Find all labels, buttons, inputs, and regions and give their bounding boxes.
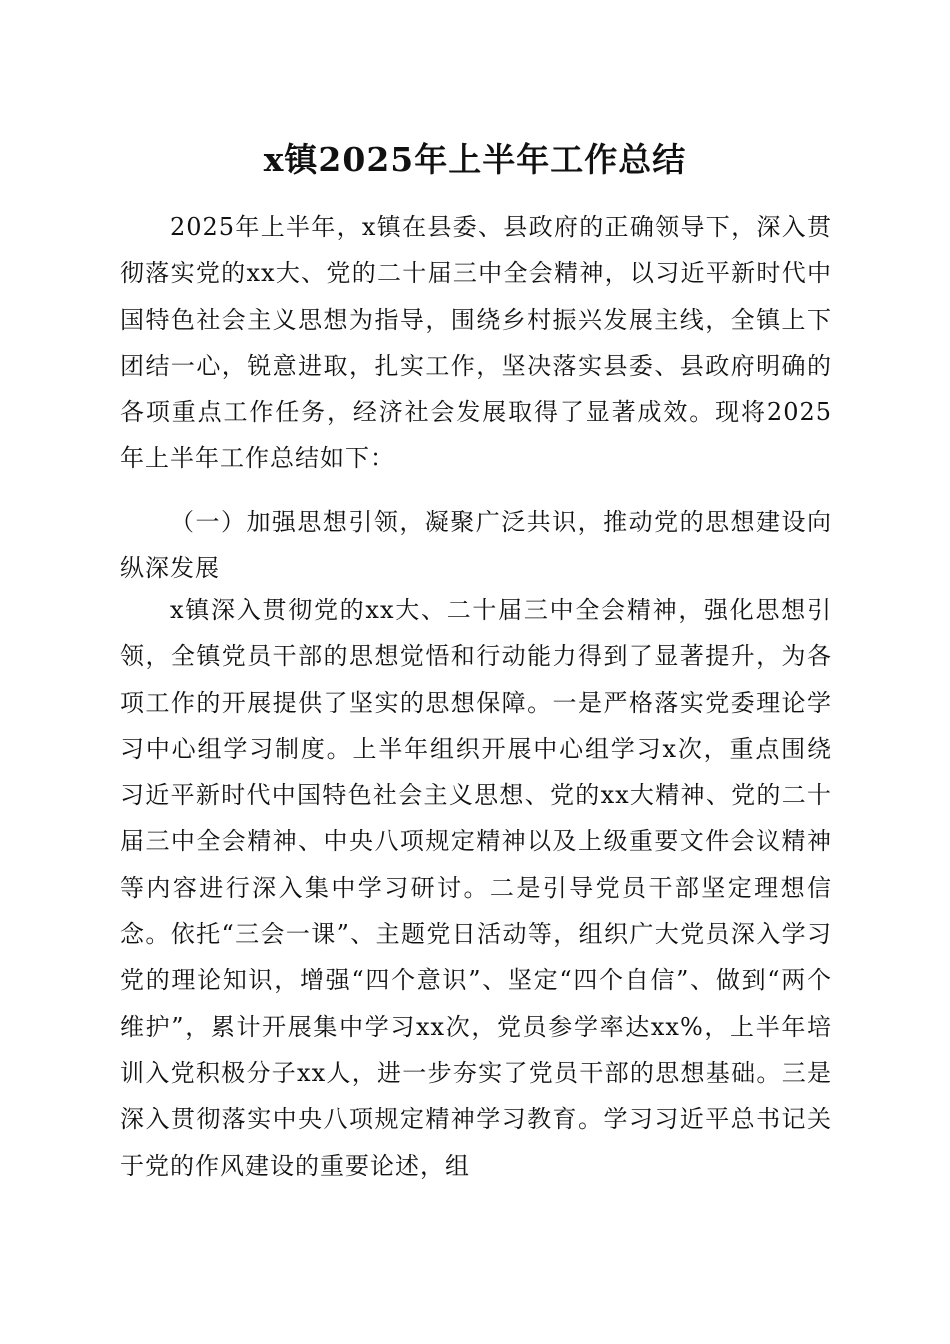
intro-paragraph: 2025年上半年，x镇在县委、县政府的正确领导下，深入贯彻落实党的xx大、党的二十届三中全会精神，以习近平新时代中国特色社会主义思想为指导，围绕乡村振兴发展主线，全镇上下团结一心，锐意进取，扎实工作，坚决落实县委、县政府明确的各项重点工作任务，经济社会发展取得了显著成效。现将2025年上半年工作总结如下： — [120, 213, 832, 473]
document-title: x镇2025年上半年工作总结 — [263, 140, 687, 179]
section-body-paragraph: x镇深入贯彻党的xx大、二十届三中全会精神，强化思想引领，全镇党员干部的思想觉悟和行动能力得到了显著提升，为各项工作的开展提供了坚实的思想保障。一是严格落实党委理论学习中心组学习制度。上半年组织开展中心组学习x次，重点围绕习近平新时代中国特色社会主义思想、党的xx大精神、党的二十届三中全会精神、中央八项规定精神以及上级重要文件会议精神等内容进行深入集中学习研讨。二是引导党员干部坚定理想信念。依托“三会一课”、主题党日活动等，组织广大党员深入学习党的理论知识，增强“四个意识”、坚定“四个自信”、做到“两个维护”，累计开展集中学习xx次，党员参学率达xx%，上半年培训入党积极分子xx人，进一步夯实了党员干部的思想基础。三是深入贯彻落实中央八项规定精神学习教育。学习习近平总书记关于党的作风建设的重要论述，组 — [120, 596, 832, 1180]
section-heading: （一）加强思想引领，凝聚广泛共识，推动党的思想建设向纵深发展 — [120, 508, 832, 583]
